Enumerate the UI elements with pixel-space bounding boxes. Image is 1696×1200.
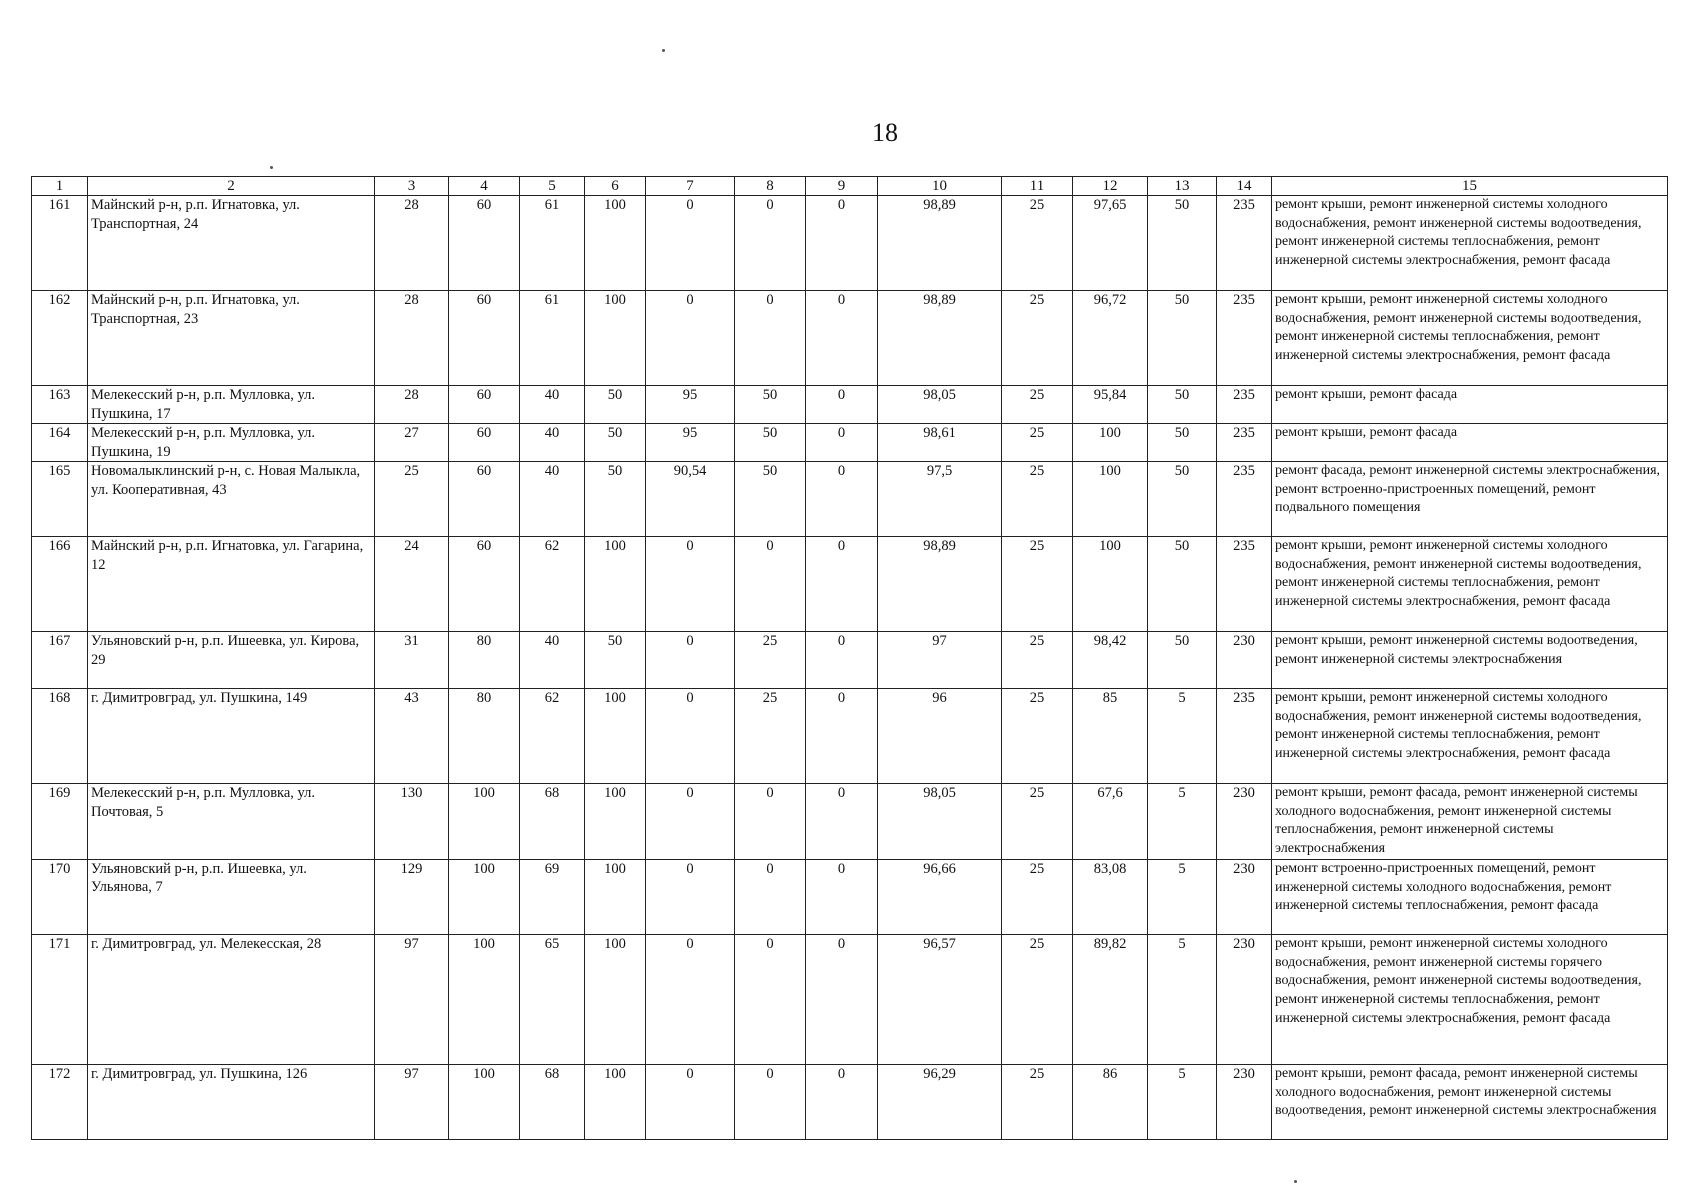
value-cell-4: 80 bbox=[449, 689, 520, 784]
value-cell-3: 43 bbox=[375, 689, 449, 784]
works-cell: ремонт встроенно-пристроенных помещений, ремонт инженерной системы холодного водоснабжения, ремонт инженерной системы теплоснабжения, ремонт фасада bbox=[1272, 859, 1668, 934]
value-cell-12: 89,82 bbox=[1073, 934, 1148, 1064]
value-cell-11: 25 bbox=[1002, 632, 1073, 689]
header-cell: 15 bbox=[1272, 177, 1668, 196]
value-cell-3: 28 bbox=[375, 291, 449, 386]
value-cell-3: 24 bbox=[375, 537, 449, 632]
value-cell-14: 235 bbox=[1217, 196, 1272, 291]
value-cell-14: 235 bbox=[1217, 689, 1272, 784]
value-cell-13: 5 bbox=[1148, 1064, 1217, 1139]
value-cell-13: 50 bbox=[1148, 196, 1217, 291]
value-cell-5: 65 bbox=[520, 934, 585, 1064]
scan-speck bbox=[1294, 1180, 1297, 1183]
value-cell-8: 0 bbox=[735, 196, 806, 291]
address-cell: Мелекесский р-н, р.п. Мулловка, ул. Почтовая, 5 bbox=[88, 784, 375, 860]
value-cell-3: 97 bbox=[375, 934, 449, 1064]
works-cell: ремонт крыши, ремонт инженерной системы холодного водоснабжения, ремонт инженерной системы горячего водоснабжения, ремонт инженерной системы водоотведения, ремонт инженерной системы теплоснабжения, ремонт инженерной системы электроснабжения, ремонт фасада bbox=[1272, 934, 1668, 1064]
row-number: 171 bbox=[32, 934, 88, 1064]
value-cell-13: 5 bbox=[1148, 784, 1217, 860]
value-cell-9: 0 bbox=[806, 424, 878, 462]
value-cell-6: 100 bbox=[585, 689, 646, 784]
value-cell-11: 25 bbox=[1002, 859, 1073, 934]
value-cell-9: 0 bbox=[806, 1064, 878, 1139]
value-cell-14: 235 bbox=[1217, 537, 1272, 632]
value-cell-12: 85 bbox=[1073, 689, 1148, 784]
table-row bbox=[32, 386, 1668, 424]
value-cell-6: 100 bbox=[585, 1064, 646, 1139]
value-cell-4: 100 bbox=[449, 859, 520, 934]
works-cell: ремонт крыши, ремонт фасада, ремонт инженерной системы холодного водоснабжения, ремонт инженерной системы водоотведения, ремонт инженерной системы электроснабжения bbox=[1272, 1064, 1668, 1139]
value-cell-12: 83,08 bbox=[1073, 859, 1148, 934]
value-cell-9: 0 bbox=[806, 632, 878, 689]
value-cell-11: 25 bbox=[1002, 1064, 1073, 1139]
table-row bbox=[32, 424, 1668, 462]
value-cell-13: 50 bbox=[1148, 291, 1217, 386]
value-cell-7: 0 bbox=[646, 196, 735, 291]
row-number: 162 bbox=[32, 291, 88, 386]
value-cell-8: 0 bbox=[735, 291, 806, 386]
value-cell-6: 100 bbox=[585, 859, 646, 934]
works-cell: ремонт крыши, ремонт фасада bbox=[1272, 386, 1668, 424]
registry-table bbox=[31, 176, 1668, 1140]
address-cell: г. Димитровград, ул. Пушкина, 149 bbox=[88, 689, 375, 784]
header-cell: 13 bbox=[1148, 177, 1217, 196]
value-cell-14: 235 bbox=[1217, 386, 1272, 424]
value-cell-5: 61 bbox=[520, 291, 585, 386]
value-cell-6: 100 bbox=[585, 537, 646, 632]
value-cell-8: 0 bbox=[735, 934, 806, 1064]
value-cell-4: 100 bbox=[449, 784, 520, 860]
value-cell-12: 97,65 bbox=[1073, 196, 1148, 291]
value-cell-4: 60 bbox=[449, 424, 520, 462]
value-cell-5: 40 bbox=[520, 632, 585, 689]
value-cell-11: 25 bbox=[1002, 196, 1073, 291]
table-row bbox=[32, 934, 1668, 1064]
header-cell: 14 bbox=[1217, 177, 1272, 196]
value-cell-8: 50 bbox=[735, 424, 806, 462]
value-cell-11: 25 bbox=[1002, 462, 1073, 537]
header-cell: 10 bbox=[878, 177, 1002, 196]
works-cell: ремонт крыши, ремонт инженерной системы холодного водоснабжения, ремонт инженерной системы водоотведения, ремонт инженерной системы теплоснабжения, ремонт инженерной системы электроснабжения, ремонт фасада bbox=[1272, 196, 1668, 291]
value-cell-14: 230 bbox=[1217, 859, 1272, 934]
address-cell: Майнский р-н, р.п. Игнатовка, ул. Транспортная, 23 bbox=[88, 291, 375, 386]
table-row bbox=[32, 196, 1668, 291]
value-cell-4: 60 bbox=[449, 462, 520, 537]
value-cell-4: 60 bbox=[449, 386, 520, 424]
table-body bbox=[32, 196, 1668, 1140]
address-cell: Мелекесский р-н, р.п. Мулловка, ул. Пушкина, 19 bbox=[88, 424, 375, 462]
value-cell-11: 25 bbox=[1002, 386, 1073, 424]
header-cell: 12 bbox=[1073, 177, 1148, 196]
value-cell-4: 60 bbox=[449, 291, 520, 386]
value-cell-3: 27 bbox=[375, 424, 449, 462]
value-cell-5: 40 bbox=[520, 462, 585, 537]
value-cell-10: 98,61 bbox=[878, 424, 1002, 462]
value-cell-10: 98,05 bbox=[878, 784, 1002, 860]
value-cell-8: 0 bbox=[735, 1064, 806, 1139]
value-cell-6: 50 bbox=[585, 462, 646, 537]
address-cell: Новомалыклинский р-н, с. Новая Малыкла, ул. Кооперативная, 43 bbox=[88, 462, 375, 537]
value-cell-8: 0 bbox=[735, 859, 806, 934]
header-cell: 6 bbox=[585, 177, 646, 196]
value-cell-7: 95 bbox=[646, 424, 735, 462]
value-cell-7: 0 bbox=[646, 291, 735, 386]
row-number: 170 bbox=[32, 859, 88, 934]
value-cell-6: 50 bbox=[585, 386, 646, 424]
row-number: 167 bbox=[32, 632, 88, 689]
works-cell: ремонт крыши, ремонт инженерной системы холодного водоснабжения, ремонт инженерной системы водоотведения, ремонт инженерной системы теплоснабжения, ремонт инженерной системы электроснабжения, ремонт фасада bbox=[1272, 291, 1668, 386]
works-cell: ремонт крыши, ремонт фасада bbox=[1272, 424, 1668, 462]
works-cell: ремонт фасада, ремонт инженерной системы электроснабжения, ремонт встроенно-пристроенных помещений, ремонт подвального помещения bbox=[1272, 462, 1668, 537]
value-cell-6: 100 bbox=[585, 291, 646, 386]
value-cell-13: 5 bbox=[1148, 859, 1217, 934]
value-cell-10: 96,57 bbox=[878, 934, 1002, 1064]
address-cell: Ульяновский р-н, р.п. Ишеевка, ул. Кирова, 29 bbox=[88, 632, 375, 689]
value-cell-6: 50 bbox=[585, 424, 646, 462]
address-cell: г. Димитровград, ул. Мелекесская, 28 bbox=[88, 934, 375, 1064]
value-cell-12: 86 bbox=[1073, 1064, 1148, 1139]
header-cell: 7 bbox=[646, 177, 735, 196]
row-number: 168 bbox=[32, 689, 88, 784]
value-cell-3: 28 bbox=[375, 196, 449, 291]
value-cell-14: 235 bbox=[1217, 424, 1272, 462]
value-cell-10: 97,5 bbox=[878, 462, 1002, 537]
value-cell-5: 40 bbox=[520, 424, 585, 462]
value-cell-9: 0 bbox=[806, 689, 878, 784]
address-cell: Майнский р-н, р.п. Игнатовка, ул. Транспортная, 24 bbox=[88, 196, 375, 291]
value-cell-5: 69 bbox=[520, 859, 585, 934]
value-cell-8: 0 bbox=[735, 784, 806, 860]
works-cell: ремонт крыши, ремонт инженерной системы холодного водоснабжения, ремонт инженерной системы водоотведения, ремонт инженерной системы теплоснабжения, ремонт инженерной системы электроснабжения, ремонт фасада bbox=[1272, 537, 1668, 632]
value-cell-12: 100 bbox=[1073, 462, 1148, 537]
value-cell-14: 235 bbox=[1217, 462, 1272, 537]
row-number: 169 bbox=[32, 784, 88, 860]
value-cell-9: 0 bbox=[806, 462, 878, 537]
value-cell-11: 25 bbox=[1002, 424, 1073, 462]
works-cell: ремонт крыши, ремонт фасада, ремонт инженерной системы холодного водоснабжения, ремонт инженерной системы теплоснабжения, ремонт инженерной системы электроснабжения bbox=[1272, 784, 1668, 860]
value-cell-12: 95,84 bbox=[1073, 386, 1148, 424]
table-row bbox=[32, 462, 1668, 537]
value-cell-5: 62 bbox=[520, 689, 585, 784]
value-cell-11: 25 bbox=[1002, 784, 1073, 860]
table-row bbox=[32, 689, 1668, 784]
value-cell-9: 0 bbox=[806, 934, 878, 1064]
header-cell: 5 bbox=[520, 177, 585, 196]
value-cell-10: 98,05 bbox=[878, 386, 1002, 424]
value-cell-10: 98,89 bbox=[878, 291, 1002, 386]
value-cell-9: 0 bbox=[806, 537, 878, 632]
value-cell-8: 50 bbox=[735, 386, 806, 424]
header-cell: 1 bbox=[32, 177, 88, 196]
value-cell-5: 40 bbox=[520, 386, 585, 424]
value-cell-3: 97 bbox=[375, 1064, 449, 1139]
value-cell-14: 230 bbox=[1217, 934, 1272, 1064]
works-cell: ремонт крыши, ремонт инженерной системы холодного водоснабжения, ремонт инженерной системы водоотведения, ремонт инженерной системы теплоснабжения, ремонт инженерной системы электроснабжения, ремонт фасада bbox=[1272, 689, 1668, 784]
value-cell-7: 0 bbox=[646, 689, 735, 784]
value-cell-11: 25 bbox=[1002, 934, 1073, 1064]
value-cell-4: 80 bbox=[449, 632, 520, 689]
value-cell-6: 50 bbox=[585, 632, 646, 689]
value-cell-6: 100 bbox=[585, 934, 646, 1064]
value-cell-9: 0 bbox=[806, 784, 878, 860]
row-number: 166 bbox=[32, 537, 88, 632]
value-cell-12: 96,72 bbox=[1073, 291, 1148, 386]
value-cell-12: 100 bbox=[1073, 537, 1148, 632]
value-cell-9: 0 bbox=[806, 859, 878, 934]
header-cell: 8 bbox=[735, 177, 806, 196]
header-cell: 11 bbox=[1002, 177, 1073, 196]
value-cell-3: 28 bbox=[375, 386, 449, 424]
value-cell-7: 0 bbox=[646, 632, 735, 689]
value-cell-10: 98,89 bbox=[878, 537, 1002, 632]
value-cell-4: 60 bbox=[449, 196, 520, 291]
header-cell: 3 bbox=[375, 177, 449, 196]
page-number: 18 bbox=[872, 118, 898, 147]
value-cell-9: 0 bbox=[806, 196, 878, 291]
row-number: 165 bbox=[32, 462, 88, 537]
value-cell-8: 0 bbox=[735, 537, 806, 632]
value-cell-3: 31 bbox=[375, 632, 449, 689]
value-cell-13: 50 bbox=[1148, 462, 1217, 537]
value-cell-10: 96,29 bbox=[878, 1064, 1002, 1139]
value-cell-11: 25 bbox=[1002, 689, 1073, 784]
value-cell-10: 96 bbox=[878, 689, 1002, 784]
row-number: 163 bbox=[32, 386, 88, 424]
value-cell-5: 68 bbox=[520, 784, 585, 860]
table-row bbox=[32, 537, 1668, 632]
row-number: 164 bbox=[32, 424, 88, 462]
scan-speck bbox=[270, 166, 273, 169]
table-row bbox=[32, 784, 1668, 860]
table-row bbox=[32, 291, 1668, 386]
value-cell-10: 98,89 bbox=[878, 196, 1002, 291]
works-cell: ремонт крыши, ремонт инженерной системы водоотведения, ремонт инженерной системы электроснабжения bbox=[1272, 632, 1668, 689]
value-cell-9: 0 bbox=[806, 386, 878, 424]
address-cell: Ульяновский р-н, р.п. Ишеевка, ул. Ульянова, 7 bbox=[88, 859, 375, 934]
table-row bbox=[32, 632, 1668, 689]
value-cell-13: 50 bbox=[1148, 386, 1217, 424]
value-cell-3: 129 bbox=[375, 859, 449, 934]
scan-speck bbox=[662, 49, 665, 52]
table-row bbox=[32, 859, 1668, 934]
value-cell-7: 0 bbox=[646, 784, 735, 860]
row-number: 161 bbox=[32, 196, 88, 291]
address-cell: Майнский р-н, р.п. Игнатовка, ул. Гагарина, 12 bbox=[88, 537, 375, 632]
address-cell: Мелекесский р-н, р.п. Мулловка, ул. Пушкина, 17 bbox=[88, 386, 375, 424]
value-cell-5: 62 bbox=[520, 537, 585, 632]
value-cell-9: 0 bbox=[806, 291, 878, 386]
header-row bbox=[32, 177, 1668, 196]
value-cell-13: 5 bbox=[1148, 689, 1217, 784]
value-cell-5: 61 bbox=[520, 196, 585, 291]
value-cell-14: 230 bbox=[1217, 1064, 1272, 1139]
value-cell-4: 60 bbox=[449, 537, 520, 632]
value-cell-10: 96,66 bbox=[878, 859, 1002, 934]
value-cell-10: 97 bbox=[878, 632, 1002, 689]
value-cell-8: 25 bbox=[735, 632, 806, 689]
value-cell-7: 90,54 bbox=[646, 462, 735, 537]
value-cell-12: 100 bbox=[1073, 424, 1148, 462]
value-cell-12: 98,42 bbox=[1073, 632, 1148, 689]
value-cell-4: 100 bbox=[449, 934, 520, 1064]
value-cell-13: 5 bbox=[1148, 934, 1217, 1064]
value-cell-11: 25 bbox=[1002, 291, 1073, 386]
value-cell-14: 235 bbox=[1217, 291, 1272, 386]
header-cell: 4 bbox=[449, 177, 520, 196]
value-cell-3: 25 bbox=[375, 462, 449, 537]
header-cell: 9 bbox=[806, 177, 878, 196]
value-cell-12: 67,6 bbox=[1073, 784, 1148, 860]
value-cell-14: 230 bbox=[1217, 784, 1272, 860]
value-cell-14: 230 bbox=[1217, 632, 1272, 689]
value-cell-3: 130 bbox=[375, 784, 449, 860]
value-cell-11: 25 bbox=[1002, 537, 1073, 632]
value-cell-7: 0 bbox=[646, 1064, 735, 1139]
value-cell-8: 50 bbox=[735, 462, 806, 537]
value-cell-7: 0 bbox=[646, 934, 735, 1064]
value-cell-5: 68 bbox=[520, 1064, 585, 1139]
value-cell-8: 25 bbox=[735, 689, 806, 784]
value-cell-13: 50 bbox=[1148, 537, 1217, 632]
row-number: 172 bbox=[32, 1064, 88, 1139]
value-cell-7: 0 bbox=[646, 537, 735, 632]
value-cell-13: 50 bbox=[1148, 632, 1217, 689]
value-cell-7: 0 bbox=[646, 859, 735, 934]
table-row bbox=[32, 1064, 1668, 1139]
value-cell-6: 100 bbox=[585, 196, 646, 291]
value-cell-13: 50 bbox=[1148, 424, 1217, 462]
value-cell-4: 100 bbox=[449, 1064, 520, 1139]
address-cell: г. Димитровград, ул. Пушкина, 126 bbox=[88, 1064, 375, 1139]
value-cell-7: 95 bbox=[646, 386, 735, 424]
header-cell: 2 bbox=[88, 177, 375, 196]
value-cell-6: 100 bbox=[585, 784, 646, 860]
